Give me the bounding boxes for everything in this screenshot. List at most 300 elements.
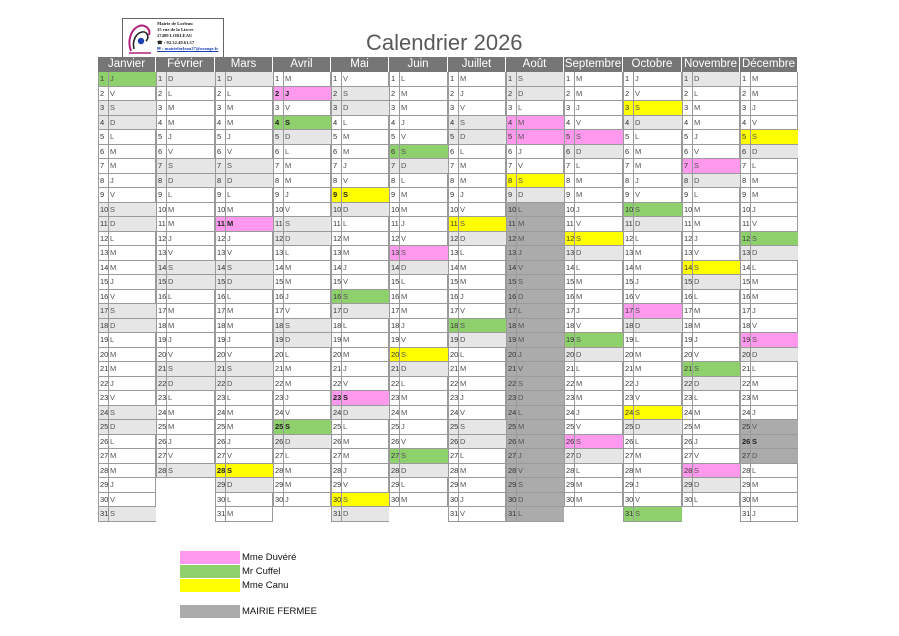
cell-separator — [458, 290, 459, 304]
day-cell — [98, 246, 156, 261]
day-cell — [215, 478, 273, 493]
weekday-letter: L — [460, 248, 465, 257]
day-cell — [273, 116, 331, 131]
weekday-letter: V — [694, 146, 700, 156]
day-cell — [506, 159, 564, 174]
day-number: 15 — [566, 277, 575, 286]
cell-separator — [225, 217, 226, 231]
day-cell — [389, 348, 448, 363]
weekday-letter: J — [227, 436, 231, 446]
day-number: 1 — [450, 74, 455, 83]
weekday-letter: J — [343, 161, 347, 170]
weekday-letter: M — [635, 248, 642, 257]
day-number: 19 — [684, 335, 693, 344]
cell-separator — [692, 246, 693, 260]
weekday-letter: M — [401, 393, 408, 402]
day-cell — [389, 449, 448, 464]
day-cell — [564, 478, 623, 493]
day-number: 3 — [333, 103, 338, 112]
day-cell — [506, 87, 564, 102]
weekday-letter: M — [110, 451, 117, 460]
cell-separator — [225, 261, 226, 275]
day-number: 4 — [100, 117, 105, 127]
day-cell — [682, 87, 740, 102]
day-number: 16 — [100, 291, 109, 301]
cell-separator — [574, 275, 575, 289]
cell-separator — [516, 493, 517, 507]
day-number: 1 — [391, 74, 396, 83]
day-number: 2 — [625, 88, 630, 98]
cell-separator — [108, 101, 109, 115]
cell-separator — [399, 420, 400, 434]
day-number: 20 — [742, 349, 751, 359]
cell-separator — [633, 145, 634, 159]
day-number: 16 — [333, 291, 342, 301]
day-number: 7 — [625, 161, 630, 170]
weekday-letter: M — [343, 233, 350, 243]
day-cell — [98, 290, 156, 305]
day-cell — [740, 362, 798, 377]
day-number: 7 — [217, 161, 222, 170]
cell-separator — [108, 72, 109, 86]
day-cell — [156, 188, 215, 203]
cell-separator — [225, 290, 226, 304]
weekday-letter: S — [576, 335, 582, 344]
day-cell — [564, 203, 623, 218]
day-number: 19 — [450, 335, 459, 344]
weekday-letter: M — [576, 291, 583, 301]
logo-email[interactable]: ✉ : mairielorleau27@orange.fr — [157, 45, 219, 51]
cell-separator — [574, 435, 575, 449]
day-cell — [389, 406, 448, 421]
day-number: 11 — [450, 219, 458, 228]
day-number: 9 — [217, 190, 222, 199]
day-number: 17 — [391, 306, 400, 315]
day-cell — [623, 174, 682, 189]
cell-separator — [633, 188, 634, 202]
day-cell — [331, 290, 389, 305]
weekday-letter: V — [168, 451, 174, 460]
day-number: 2 — [217, 88, 222, 98]
day-number: 29 — [566, 480, 575, 489]
day-cell — [740, 217, 798, 232]
day-cell — [740, 145, 798, 160]
day-cell — [740, 116, 798, 131]
weekday-letter: J — [576, 204, 580, 214]
day-cell — [682, 174, 740, 189]
weekday-letter: J — [401, 117, 405, 127]
day-number: 1 — [508, 74, 513, 83]
day-number: 6 — [158, 146, 163, 156]
cell-separator — [283, 87, 284, 101]
weekday-letter: M — [694, 320, 701, 330]
day-number: 15 — [450, 277, 459, 286]
cell-separator — [225, 87, 226, 101]
day-cell — [564, 174, 623, 189]
cell-separator — [458, 217, 459, 231]
day-number: 17 — [625, 306, 634, 315]
cell-separator — [341, 464, 342, 478]
cell-separator — [458, 348, 459, 362]
legend-label: Mr Cuffel — [242, 566, 281, 577]
day-number: 27 — [100, 451, 109, 460]
weekday-letter: D — [401, 465, 407, 475]
weekday-letter: D — [694, 74, 700, 83]
day-cell — [156, 333, 215, 348]
day-cell — [564, 464, 623, 479]
day-number: 14 — [100, 262, 109, 272]
weekday-letter: D — [401, 161, 407, 170]
cell-separator — [458, 203, 459, 217]
cell-separator — [399, 217, 400, 231]
day-cell — [564, 246, 623, 261]
weekday-letter: L — [694, 494, 699, 504]
day-cell — [215, 362, 273, 377]
day-number: 20 — [158, 349, 167, 359]
weekday-letter: J — [285, 88, 290, 98]
cell-separator — [341, 101, 342, 115]
day-cell — [564, 420, 623, 435]
day-number: 29 — [684, 480, 693, 489]
month-header: Février — [156, 57, 215, 72]
day-number: 3 — [100, 103, 105, 112]
day-number: 17 — [450, 306, 459, 315]
weekday-letter: D — [752, 451, 758, 460]
legend-swatch-pink — [180, 551, 240, 564]
cell-separator — [458, 333, 459, 347]
cell-separator — [399, 449, 400, 463]
day-number: 25 — [333, 422, 342, 431]
day-number: 28 — [275, 465, 284, 475]
day-number: 5 — [100, 132, 105, 141]
cell-separator — [108, 145, 109, 159]
weekday-letter: M — [752, 175, 759, 185]
day-number: 3 — [684, 103, 689, 112]
day-number: 17 — [275, 306, 284, 315]
weekday-letter: D — [110, 219, 116, 228]
cell-separator — [341, 362, 342, 376]
day-number: 16 — [566, 291, 575, 301]
day-number: 31 — [100, 509, 109, 518]
weekday-letter: J — [168, 132, 172, 141]
weekday-letter: M — [285, 364, 292, 373]
cell-separator — [750, 246, 751, 260]
day-cell — [564, 406, 623, 421]
day-number: 14 — [217, 262, 226, 272]
weekday-letter: M — [285, 74, 292, 83]
weekday-letter: V — [285, 103, 291, 112]
cell-separator — [574, 478, 575, 492]
cell-separator — [750, 420, 751, 434]
weekday-letter: M — [110, 465, 117, 475]
day-number: 9 — [158, 190, 163, 199]
day-number: 18 — [508, 320, 517, 330]
weekday-letter: L — [168, 291, 173, 301]
weekday-letter: D — [635, 422, 641, 431]
day-number: 23 — [158, 393, 167, 402]
day-cell — [98, 333, 156, 348]
day-cell — [506, 406, 564, 421]
cell-separator — [516, 116, 517, 130]
weekday-letter: M — [576, 88, 583, 98]
cell-separator — [458, 275, 459, 289]
logo-line: 27480 LORLEAU — [157, 33, 193, 39]
day-cell — [98, 203, 156, 218]
day-number: 12 — [333, 233, 342, 243]
day-number: 25 — [625, 422, 634, 431]
weekday-letter: V — [576, 117, 582, 127]
cell-separator — [750, 188, 751, 202]
day-number: 18 — [684, 320, 693, 330]
day-number: 21 — [508, 364, 517, 373]
day-cell — [156, 159, 215, 174]
day-number: 6 — [742, 146, 747, 156]
day-number: 4 — [625, 117, 630, 127]
cell-separator — [633, 290, 634, 304]
weekday-letter: V — [227, 349, 233, 359]
day-number: 22 — [625, 378, 634, 388]
cell-separator — [283, 101, 284, 115]
day-cell — [331, 464, 389, 479]
day-number: 12 — [450, 233, 459, 243]
cell-separator — [341, 72, 342, 86]
cell-separator — [399, 493, 400, 507]
weekday-letter: M — [401, 306, 408, 315]
weekday-letter: L — [110, 233, 115, 243]
day-number: 19 — [333, 335, 342, 344]
day-cell — [389, 493, 448, 508]
weekday-letter: M — [576, 378, 583, 388]
cell-separator — [166, 391, 167, 405]
day-number: 2 — [684, 88, 689, 98]
weekday-letter: M — [168, 204, 175, 214]
day-number: 12 — [684, 233, 693, 243]
day-number: 24 — [333, 407, 342, 417]
day-cell — [215, 116, 273, 131]
day-number: 5 — [742, 132, 747, 141]
day-cell — [331, 348, 389, 363]
cell-separator — [283, 406, 284, 420]
day-cell — [98, 188, 156, 203]
weekday-letter: L — [401, 175, 406, 185]
weekday-letter: D — [343, 407, 349, 417]
cell-separator — [750, 174, 751, 188]
cell-separator — [108, 420, 109, 434]
day-number: 4 — [742, 117, 747, 127]
day-number: 28 — [391, 465, 400, 475]
cell-separator — [633, 87, 634, 101]
day-number: 24 — [625, 407, 634, 417]
cell-separator — [692, 449, 693, 463]
cell-separator — [574, 203, 575, 217]
day-cell — [156, 304, 215, 319]
cell-separator — [633, 232, 634, 246]
day-cell — [506, 333, 564, 348]
weekday-letter: M — [168, 219, 175, 228]
weekday-letter: D — [576, 349, 582, 359]
weekday-letter: L — [227, 88, 232, 98]
weekday-letter: V — [752, 320, 758, 330]
weekday-letter: S — [694, 161, 700, 170]
cell-separator — [166, 449, 167, 463]
day-number: 26 — [275, 436, 284, 446]
day-number: 17 — [100, 306, 109, 315]
day-cell — [389, 304, 448, 319]
weekday-letter: J — [460, 494, 464, 504]
weekday-letter: M — [227, 103, 234, 112]
cell-separator — [225, 145, 226, 159]
day-cell — [389, 72, 448, 87]
weekday-letter: J — [752, 103, 756, 112]
weekday-letter: J — [518, 349, 522, 359]
cell-separator — [692, 232, 693, 246]
day-number: 17 — [508, 306, 517, 315]
cell-separator — [225, 435, 226, 449]
day-cell — [331, 362, 389, 377]
day-number: 1 — [684, 74, 689, 83]
weekday-letter: L — [227, 494, 232, 504]
day-number: 19 — [217, 335, 226, 344]
day-cell — [448, 72, 506, 87]
cell-separator — [108, 478, 109, 492]
day-number: 23 — [508, 393, 517, 402]
day-cell — [564, 116, 623, 131]
cell-separator — [692, 420, 693, 434]
cell-separator — [166, 435, 167, 449]
weekday-letter: D — [168, 175, 174, 185]
cell-separator — [750, 130, 751, 144]
day-cell — [331, 449, 389, 464]
day-cell — [506, 362, 564, 377]
weekday-letter: J — [694, 132, 698, 141]
cell-separator — [283, 145, 284, 159]
weekday-letter: M — [694, 422, 701, 431]
cell-separator — [399, 391, 400, 405]
weekday-letter: D — [635, 219, 641, 228]
day-number: 16 — [158, 291, 167, 301]
cell-separator — [692, 333, 693, 347]
day-cell — [273, 362, 331, 377]
day-cell — [389, 174, 448, 189]
cell-separator — [574, 145, 575, 159]
day-number: 30 — [217, 494, 226, 504]
day-number: 21 — [450, 364, 459, 373]
cell-separator — [633, 493, 634, 507]
day-cell — [448, 420, 506, 435]
day-cell — [682, 377, 740, 392]
day-number: 11 — [742, 219, 750, 228]
day-number: 24 — [100, 407, 109, 417]
cell-separator — [516, 304, 517, 318]
day-cell — [98, 232, 156, 247]
cell-separator — [750, 319, 751, 333]
month-header: Août — [506, 57, 564, 72]
weekday-letter: D — [635, 320, 641, 330]
weekday-letter: J — [694, 233, 698, 243]
day-number: 5 — [450, 132, 455, 141]
weekday-letter: D — [343, 103, 349, 112]
day-cell — [156, 72, 215, 87]
day-cell — [156, 101, 215, 116]
cell-separator — [574, 319, 575, 333]
day-number: 27 — [684, 451, 693, 460]
day-number: 16 — [391, 291, 400, 301]
weekday-letter: L — [576, 364, 581, 373]
day-number: 8 — [217, 175, 222, 185]
day-cell — [215, 145, 273, 160]
day-cell — [273, 449, 331, 464]
cell-separator — [574, 304, 575, 318]
cell-separator — [516, 507, 517, 521]
weekday-letter: J — [401, 320, 405, 330]
day-cell — [98, 493, 156, 508]
cell-separator — [574, 464, 575, 478]
weekday-letter: L — [576, 465, 581, 475]
logo-address — [157, 21, 218, 52]
cell-separator — [633, 507, 634, 521]
day-cell — [331, 435, 389, 450]
day-number: 4 — [508, 117, 513, 127]
day-cell — [156, 377, 215, 392]
cell-separator — [225, 478, 226, 492]
day-number: 25 — [100, 422, 109, 431]
weekday-letter: V — [227, 146, 233, 156]
day-number: 15 — [684, 277, 693, 286]
cell-separator — [750, 507, 751, 521]
cell-separator — [750, 275, 751, 289]
cell-separator — [108, 333, 109, 347]
day-number: 13 — [100, 248, 109, 257]
weekday-letter: S — [168, 161, 174, 170]
cell-separator — [341, 217, 342, 231]
day-cell — [98, 406, 156, 421]
day-cell — [448, 174, 506, 189]
weekday-letter: L — [576, 161, 581, 170]
weekday-letter: M — [694, 117, 701, 127]
day-cell — [448, 159, 506, 174]
day-number: 24 — [742, 407, 751, 417]
weekday-letter: D — [343, 204, 349, 214]
cell-separator — [750, 449, 751, 463]
day-number: 19 — [391, 335, 400, 344]
day-cell — [98, 348, 156, 363]
day-cell — [506, 130, 564, 145]
day-number: 23 — [450, 393, 459, 402]
weekday-letter: V — [752, 219, 758, 228]
day-number: 2 — [742, 88, 747, 98]
day-cell — [156, 232, 215, 247]
day-number: 12 — [158, 233, 167, 243]
weekday-letter: J — [460, 190, 464, 199]
day-cell — [156, 203, 215, 218]
day-number: 4 — [217, 117, 222, 127]
day-number: 25 — [158, 422, 167, 431]
cell-separator — [458, 449, 459, 463]
weekday-letter: M — [285, 277, 292, 286]
cell-separator — [516, 319, 517, 333]
weekday-letter: V — [401, 132, 407, 141]
logo-line: ☎ : 02.32.49.61.57 — [157, 39, 195, 45]
weekday-letter: V — [401, 233, 407, 243]
day-number: 28 — [625, 465, 634, 475]
day-number: 21 — [742, 364, 751, 373]
day-number: 30 — [450, 494, 459, 504]
cell-separator — [283, 203, 284, 217]
day-number: 23 — [217, 393, 226, 402]
weekday-letter: V — [343, 277, 349, 286]
day-cell — [448, 348, 506, 363]
day-number: 19 — [275, 335, 284, 344]
